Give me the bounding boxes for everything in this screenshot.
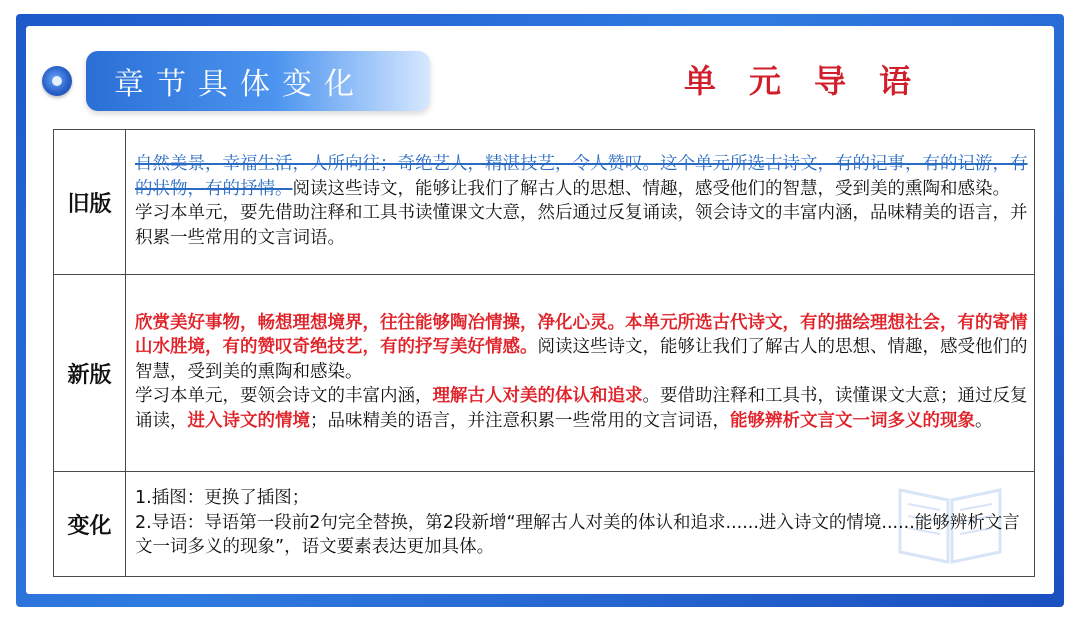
new-text: 欣赏美好事物，畅想理想境界，往往能够陶冶情操，净化心灵。本单元所选古代诗文，有的描绘理想社会，有的寄情山水胜境，有的赞叹奇绝技艺，有的抒写美好情感。 <box>135 312 1028 358</box>
paragraph <box>135 511 1028 560</box>
text-segment: 1.插图：更换了插图； <box>135 488 310 509</box>
row-label: 旧版 <box>54 130 126 275</box>
row-content <box>126 472 1035 577</box>
text-segment: ；品味精美的语言，并注意积累一些常用的文言词语， <box>310 410 730 431</box>
row-label: 变化 <box>54 472 126 577</box>
row-label: 新版 <box>54 275 126 472</box>
comparison-table <box>53 129 1035 577</box>
row-content <box>126 275 1035 472</box>
text-segment: 。 <box>975 410 993 431</box>
new-text: 理解古人对美的体认和追求 <box>432 386 643 407</box>
text-segment: 阅读这些诗文，能够让我们了解古人的思想、情趣，感受他们的智慧，受到美的熏陶和感染。 <box>292 178 1010 199</box>
text-segment: 阅读这些诗文，能够让我们了解古人的思想、情趣，感受他们的智慧，受到美的熏陶和感染。 <box>135 337 1028 382</box>
table-row-new <box>54 275 1035 472</box>
paragraph <box>135 152 1028 201</box>
text-segment: 学习本单元，要领会诗文的丰富内涵， <box>135 386 433 407</box>
table-row-change <box>54 472 1035 577</box>
deleted-text: 自然美景，幸福生活，人所向往；奇绝艺人，精湛技艺，令人赞叹。这个单元所选古诗文，有的记事，有的记游，有的状物，有的抒情。 <box>135 154 1028 199</box>
text-segment: 学习本单元，要先借助注释和工具书读懂课文大意，然后通过反复诵读，领会诗文的丰富内涵，品味精美的语言，并积累一些常用的文言词语。 <box>135 203 1028 248</box>
table-row-old <box>54 130 1035 275</box>
paragraph <box>135 486 1028 511</box>
unit-title: 单元导语 <box>684 62 945 100</box>
new-text: 能够辨析文言文一词多义的现象 <box>730 410 975 431</box>
paragraph <box>135 384 1028 433</box>
paragraph <box>135 201 1028 250</box>
new-text: 进入诗文的情境 <box>187 410 310 431</box>
section-title: 章节具体变化 <box>86 51 430 111</box>
row-content <box>126 130 1035 275</box>
text-segment: 2.导语：导语第一段前2句完全替换，第2段新增“理解古人对美的体认和追求......进入诗文的情境......能够辨析文言文一词多义的现象”，语文要素表达更加具体。 <box>135 512 1020 558</box>
text-segment: 。要借助注释和工具书，读懂课文大意；通过反复诵读， <box>135 386 1028 431</box>
paragraph <box>135 311 1028 385</box>
circle-bullet-icon <box>42 66 72 96</box>
